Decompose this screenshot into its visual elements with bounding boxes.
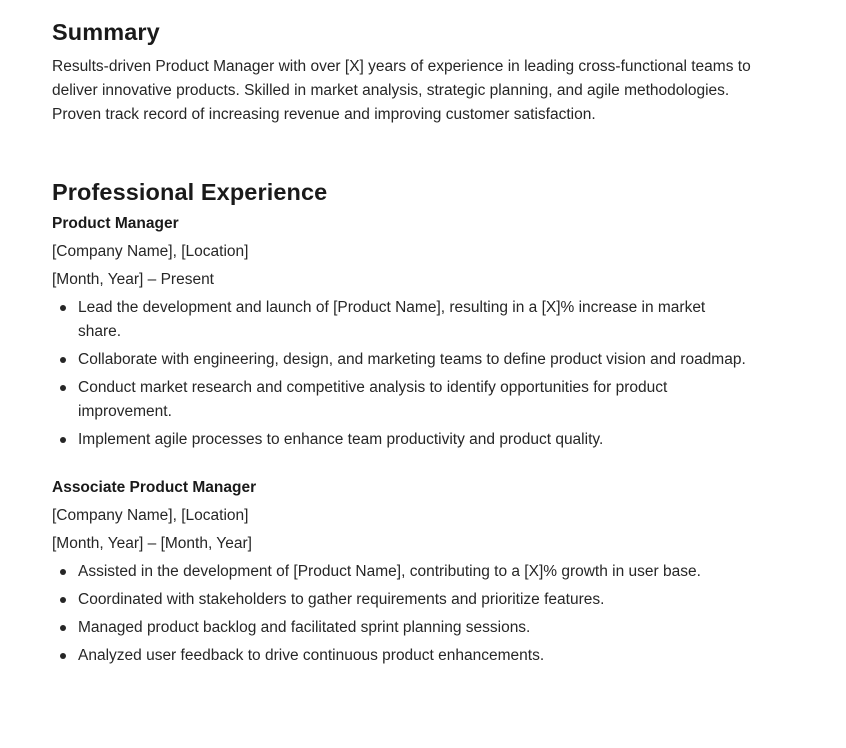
job-company: [Company Name], [Location] [52, 243, 249, 260]
list-item [52, 376, 752, 424]
bullet-icon [60, 653, 66, 659]
job-company: [Company Name], [Location] [52, 507, 249, 524]
summary-heading: Summary [52, 19, 160, 45]
summary-section [52, 16, 752, 127]
bullet-icon [60, 357, 66, 363]
bullet-text: Analyzed user feedback to drive continuous product enhancements. [78, 647, 545, 664]
bullet-icon [60, 625, 66, 631]
job-bullet-list [52, 296, 752, 452]
bullet-icon [60, 597, 66, 603]
bullet-text: Collaborate with engineering, design, and marketing teams to define product vision and roadmap. [78, 351, 746, 368]
bullet-icon [60, 437, 66, 443]
bullet-text: Conduct market research and competitive analysis to identify opportunities for product improvement. [78, 379, 668, 420]
bullet-icon [60, 305, 66, 311]
experience-section [52, 176, 752, 668]
job-title: Product Manager [52, 215, 179, 232]
bullet-icon [60, 385, 66, 391]
job-bullet-list [52, 560, 752, 668]
list-item [52, 296, 752, 344]
bullet-text: Coordinated with stakeholders to gather requirements and prioritize features. [78, 591, 605, 608]
resume-content [52, 16, 752, 668]
list-item [52, 616, 752, 640]
bullet-text: Assisted in the development of [Product Name], contributing to a [X]% growth in user base. [78, 563, 701, 580]
bullet-icon [60, 569, 66, 575]
bullet-text: Managed product backlog and facilitated sprint planning sessions. [78, 619, 531, 636]
experience-heading: Professional Experience [52, 179, 328, 205]
list-item [52, 348, 752, 372]
list-item [52, 588, 752, 612]
job-dates: [Month, Year] – Present [52, 271, 214, 288]
job-dates: [Month, Year] – [Month, Year] [52, 535, 252, 552]
bullet-text: Implement agile processes to enhance team productivity and product quality. [78, 431, 604, 448]
job-entry-1 [52, 212, 752, 452]
bullet-text: Lead the development and launch of [Product Name], resulting in a [X]% increase in market share. [78, 299, 706, 340]
summary-text: Results-driven Product Manager with over [X] years of experience in leading cross-functional teams to deliver innovative products. Skilled in market analysis, strategic planning, and agile methodologies. Proven track record of increasing revenue and improving customer satisfaction. [52, 58, 751, 123]
list-item [52, 644, 752, 668]
list-item [52, 560, 752, 584]
job-title: Associate Product Manager [52, 479, 257, 496]
job-entry-2 [52, 476, 752, 668]
list-item [52, 428, 752, 452]
